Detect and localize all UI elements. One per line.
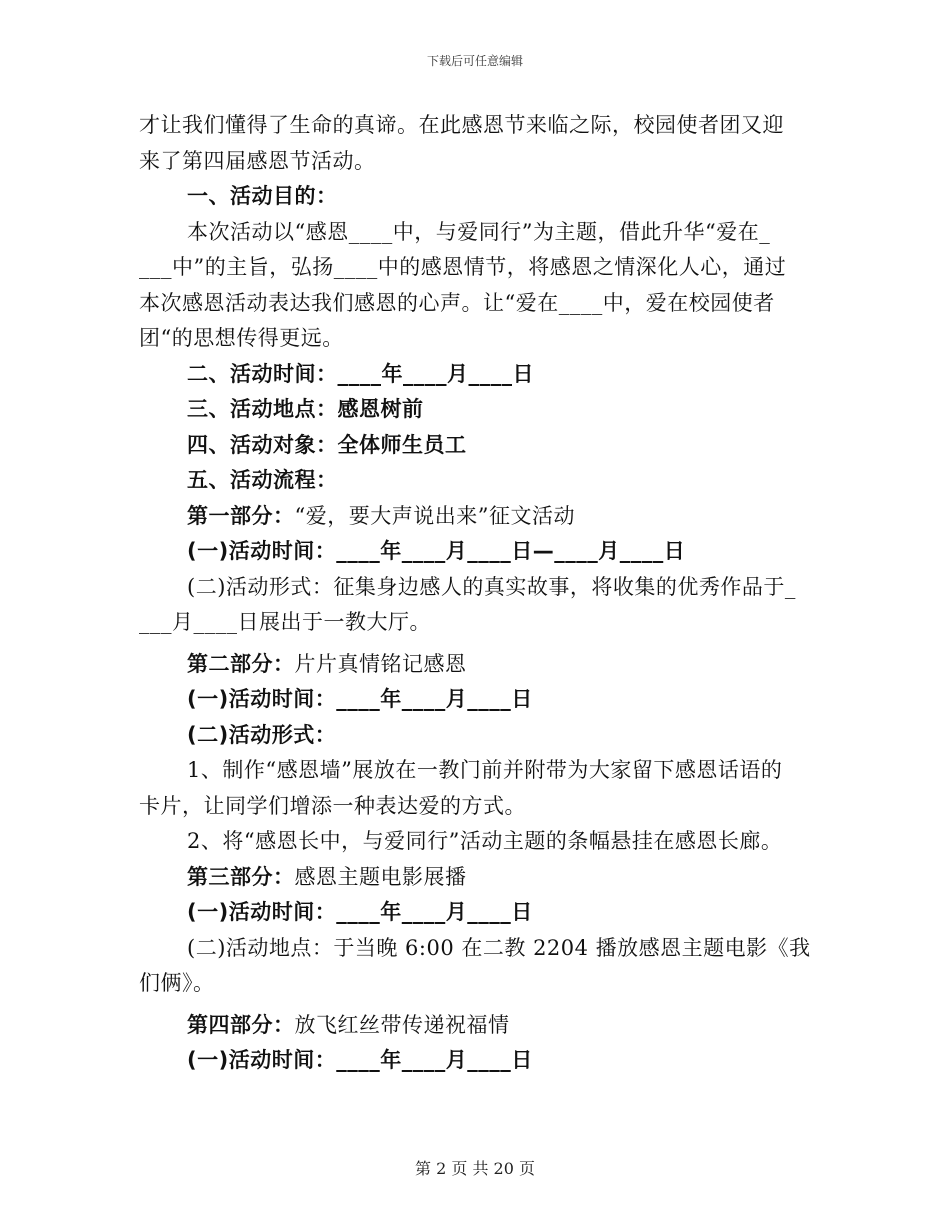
part-one-heading (139, 499, 811, 535)
part-two-heading (139, 647, 811, 683)
part-label: 第四部分： (187, 1012, 295, 1037)
part-label: 第二部分： (187, 651, 295, 676)
paragraph-line: 卡片，让同学们增添一种表达爱的方式。 (139, 793, 526, 818)
part-two-time: (一)活动时间：____年____月____日 (187, 687, 533, 711)
paragraph-line: (二)活动地点：于当晚 6:00 在二教 2204 播放感恩主题电影《我 (187, 935, 811, 960)
page-footer: 第 2 页 共 20 页 (415, 1159, 535, 1178)
paragraph-line: 本次感恩活动表达我们感恩的心声。让“爱在____中，爱在校园使者 (139, 290, 775, 315)
section-heading-purpose: 一、活动目的： (187, 184, 338, 208)
paragraph-line: ___月____日展出于一教大厅。 (139, 610, 431, 634)
part-three-heading (139, 860, 811, 896)
paragraph-line: 1、制作“感恩墙”展放在一教门前并附带为大家留下感恩话语的 (187, 758, 783, 782)
part-title: “爱，要大声说出来”征文活动 (294, 503, 575, 528)
paragraph-line: 来了第四届感恩节活动。 (139, 148, 376, 173)
part-four-heading (139, 1008, 811, 1044)
part-label: 第一部分： (187, 503, 295, 528)
paragraph-line: 团“的思想传得更远。 (139, 326, 344, 350)
part-label: 第三部分： (187, 864, 295, 889)
section-heading-audience: 四、活动对象：全体师生员工 (187, 432, 467, 457)
part-title: 感恩主题电影展播 (294, 864, 467, 889)
section-heading-time: 二、活动时间：____年____月____日 (187, 361, 534, 386)
part-title: 片片真情铭记感恩 (294, 651, 467, 676)
paragraph-line: 本次活动以“感恩____中，与爱同行”为主题，借此升华“爱在_ (187, 219, 771, 244)
document-body (139, 108, 811, 1079)
page-header: 下载后可任意编辑 (426, 54, 523, 68)
part-title: 放飞红丝带传递祝福情 (294, 1012, 510, 1037)
part-four-time: (一)活动时间：____年____月____日 (187, 1048, 533, 1072)
section-heading-location: 三、活动地点：感恩树前 (187, 397, 424, 421)
part-two-form: (二)活动形式： (187, 722, 337, 747)
section-heading-process: 五、活动流程： (187, 468, 338, 492)
paragraph-line: (二)活动形式：征集身边感人的真实故事，将收集的优秀作品于_ (187, 574, 796, 599)
part-one-time: (一)活动时间：____年____月____日—____月____日 (187, 539, 686, 563)
paragraph-line: ___中”的主旨，弘扬____中的感恩情节，将感恩之情深化人心，通过 (139, 255, 787, 279)
paragraph-line: 们俩》。 (139, 971, 215, 995)
paragraph-line: 才让我们懂得了生命的真谛。在此感恩节来临之际，校园使者团又迎 (139, 113, 784, 137)
paragraph-line: 2、将“感恩长中，与爱同行”活动主题的条幅悬挂在感恩长廊。 (187, 829, 783, 853)
part-three-time: (一)活动时间：____年____月____日 (187, 900, 533, 924)
